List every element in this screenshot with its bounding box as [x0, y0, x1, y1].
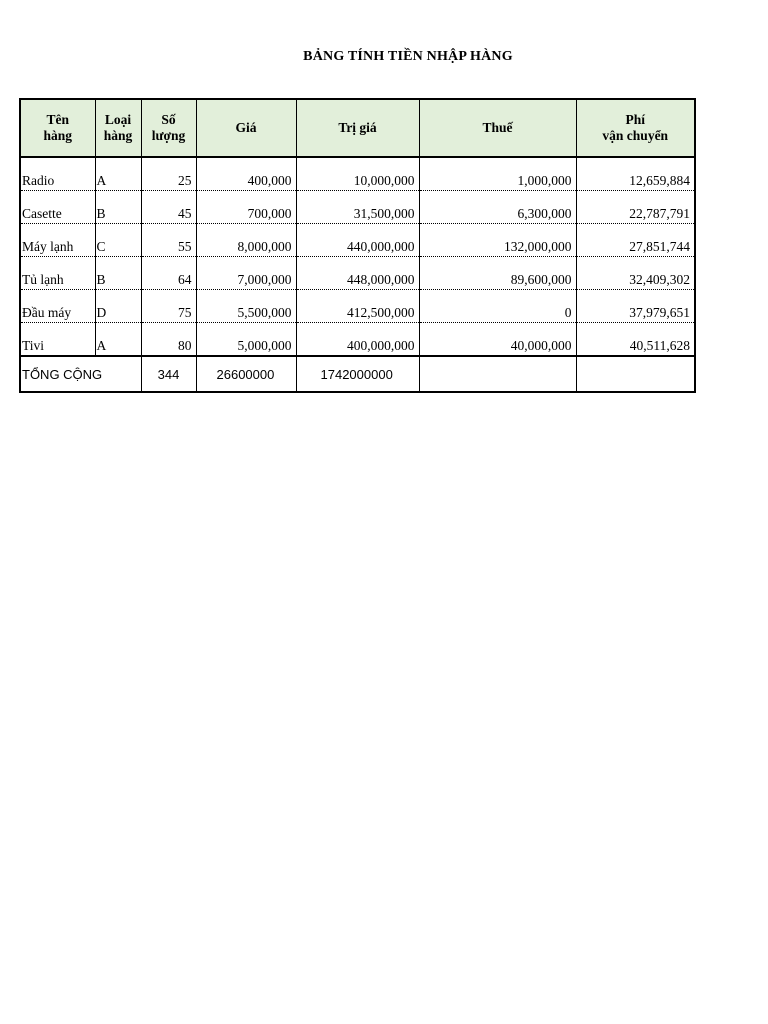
total-label[interactable]: TỔNG CỘNG: [20, 356, 141, 392]
header-tri-gia[interactable]: Trị giá: [296, 99, 419, 157]
cell-ten-hang[interactable]: Tivi: [20, 323, 95, 357]
header-text: Tên: [46, 112, 69, 127]
table-row: [20, 257, 695, 290]
cell-ten-hang[interactable]: Casette: [20, 191, 95, 224]
total-thue[interactable]: [419, 356, 576, 392]
cell-ten-hang[interactable]: Radio: [20, 157, 95, 191]
cell-thue[interactable]: 132,000,000: [419, 224, 576, 257]
header-text: lượng: [151, 128, 186, 143]
page-title: BẢNG TÍNH TIỀN NHẬP HÀNG: [303, 49, 513, 64]
cell-loai-hang[interactable]: A: [95, 157, 141, 191]
total-gia[interactable]: 26600000: [196, 356, 296, 392]
cell-so-luong[interactable]: 45: [141, 191, 196, 224]
cell-tri-gia[interactable]: 412,500,000: [296, 290, 419, 323]
cell-thue[interactable]: 40,000,000: [419, 323, 576, 357]
total-so-luong[interactable]: 344: [141, 356, 196, 392]
cell-phi-van-chuyen[interactable]: 32,409,302: [576, 257, 695, 290]
cell-thue[interactable]: 89,600,000: [419, 257, 576, 290]
cell-so-luong[interactable]: 75: [141, 290, 196, 323]
cell-gia[interactable]: 400,000: [196, 157, 296, 191]
table-row: [20, 323, 695, 357]
cell-thue[interactable]: 1,000,000: [419, 157, 576, 191]
cell-gia[interactable]: 5,000,000: [196, 323, 296, 357]
header-phi-van-chuyen[interactable]: [576, 99, 695, 157]
cell-so-luong[interactable]: 55: [141, 224, 196, 257]
cell-ten-hang[interactable]: Máy lạnh: [20, 224, 95, 257]
cell-loai-hang[interactable]: B: [95, 257, 141, 290]
cell-phi-van-chuyen[interactable]: 40,511,628: [576, 323, 695, 357]
cell-loai-hang[interactable]: D: [95, 290, 141, 323]
cell-phi-van-chuyen[interactable]: 22,787,791: [576, 191, 695, 224]
cell-tri-gia[interactable]: 400,000,000: [296, 323, 419, 357]
header-text: hàng: [43, 128, 73, 143]
table-row: [20, 191, 695, 224]
header-text: Loại: [104, 112, 132, 127]
cell-thue[interactable]: 6,300,000: [419, 191, 576, 224]
cell-loai-hang[interactable]: A: [95, 323, 141, 357]
table-row: [20, 224, 695, 257]
header-text: Phí: [625, 112, 645, 127]
cell-tri-gia[interactable]: 10,000,000: [296, 157, 419, 191]
cell-so-luong[interactable]: 64: [141, 257, 196, 290]
cell-ten-hang[interactable]: Đầu máy: [20, 290, 95, 323]
cell-gia[interactable]: 5,500,000: [196, 290, 296, 323]
cell-phi-van-chuyen[interactable]: 37,979,651: [576, 290, 695, 323]
header-gia[interactable]: Giá: [196, 99, 296, 157]
cell-tri-gia[interactable]: 31,500,000: [296, 191, 419, 224]
import-cost-table: [19, 98, 696, 393]
cell-loai-hang[interactable]: B: [95, 191, 141, 224]
header-loai-hang[interactable]: [95, 99, 141, 157]
cell-thue[interactable]: 0: [419, 290, 576, 323]
total-phi-van-chuyen[interactable]: [576, 356, 695, 392]
total-row: [20, 356, 695, 392]
cell-tri-gia[interactable]: 440,000,000: [296, 224, 419, 257]
header-row: [20, 99, 695, 157]
table-row: [20, 157, 695, 191]
header-text: hàng: [103, 128, 133, 143]
cell-gia[interactable]: 7,000,000: [196, 257, 296, 290]
header-ten-hang[interactable]: [20, 99, 95, 157]
cell-phi-van-chuyen[interactable]: 27,851,744: [576, 224, 695, 257]
cell-so-luong[interactable]: 25: [141, 157, 196, 191]
header-so-luong[interactable]: [141, 99, 196, 157]
cell-loai-hang[interactable]: C: [95, 224, 141, 257]
cell-phi-van-chuyen[interactable]: 12,659,884: [576, 157, 695, 191]
table-row: [20, 290, 695, 323]
cell-so-luong[interactable]: 80: [141, 323, 196, 357]
cell-tri-gia[interactable]: 448,000,000: [296, 257, 419, 290]
cell-ten-hang[interactable]: Tủ lạnh: [20, 257, 95, 290]
header-thue[interactable]: Thuế: [419, 99, 576, 157]
cell-gia[interactable]: 700,000: [196, 191, 296, 224]
total-tri-gia[interactable]: 1742000000: [296, 356, 419, 392]
header-text: Số: [161, 112, 176, 127]
header-text: vận chuyển: [602, 128, 669, 143]
cell-gia[interactable]: 8,000,000: [196, 224, 296, 257]
